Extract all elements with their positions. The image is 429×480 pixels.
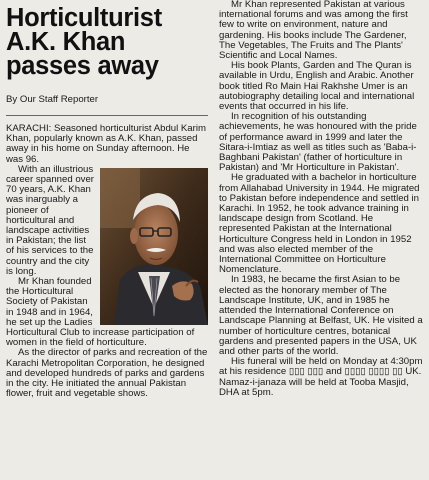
- paragraph: In recognition of his outstanding achievements, he was honoured with the pride of performance award in 1999 and later the Sitara-i-Imtiaz as well as titles such as 'Baba-i-Baghbani Pakistan' (father of horticulture in Pakistan) and 'Mr Horticulture in Pakistan'.: [219, 111, 417, 174]
- paragraph: With an illustrious career spanned over 70 years, A.K. Khan was inarguably a pioneer of horticultural and landscape activities in Pakistan; the list of his services to the country and the city is long.: [6, 163, 94, 277]
- paragraph: His book Plants, Garden and The Quran is available in Urdu, English and Arabic. Another book titled Ro Main Hai Rakhshe Umer is an autobiography detailing local and international events that occurred in his life.: [219, 60, 415, 113]
- paragraph: In 1983, he became the first Asian to be elected as the honorary member of The Landscape Institute, UK, and in 1985 he attended the International Conference on Landscape Planning at Belfast, UK. He visited a number of horticulture centres, botanical gardens and presented papers in the USA, UK and other parts of the world.: [219, 274, 423, 357]
- paragraph: His funeral will be held on Monday at 4:30pm at his residence ▯▯▯ ▯▯▯ and ▯▯▯▯ ▯▯▯▯ ▯▯ UK. Namaz-i-janaza will be held at Tooba Masjid, DHA at 5pm.: [219, 356, 423, 398]
- paragraph: He graduated with a bachelor in horticulture from Allahabad University in 1944. He migrated to Pakistan before independence and settled in Karachi. In 1952, he took advance training in landscape design from Scotland. He represented Pakistan at the International Horticulture Congress held in London in 1952 and was also elected member of the International Committee on Horticulture Nomenclature.: [219, 172, 420, 276]
- headline-line: A.K. Khan: [6, 28, 126, 56]
- headline: [6, 6, 208, 78]
- paragraph: Mr Khan represented Pakistan at various international forums and was among the first few to write on environment, nature and gardening. His books include The Gardener, The Vegetables, The Fruits and The Plants' Scientific and Local Names.: [219, 0, 408, 62]
- paragraph: KARACHI: Seasoned horticulturist Abdul Karim Khan, popularly known as A.K. Khan, passed away in his home on Sunday afternoon. He was 96.: [6, 123, 206, 165]
- headline-line: passes away: [6, 52, 159, 80]
- divider: [6, 115, 208, 116]
- byline: By Our Staff Reporter: [6, 94, 99, 105]
- paragraph: Mr Khan founded the Horticultural Society of Pakistan in 1948 and in 1964, he set up the Ladies Horticultural Club to increase participation of women in the field of horticulture.: [6, 276, 195, 349]
- paragraph: As the director of parks and recreation of the Karachi Metropolitan Corporation, he designed and developed hundreds of parks and gardens in the city. He initiated the annual Pakistan flower, fruit and vegetable shows.: [6, 347, 208, 400]
- left-column: [6, 4, 208, 399]
- headline-line: Horticulturist: [6, 4, 162, 32]
- portrait-photo: [100, 168, 208, 325]
- right-column: [219, 0, 425, 398]
